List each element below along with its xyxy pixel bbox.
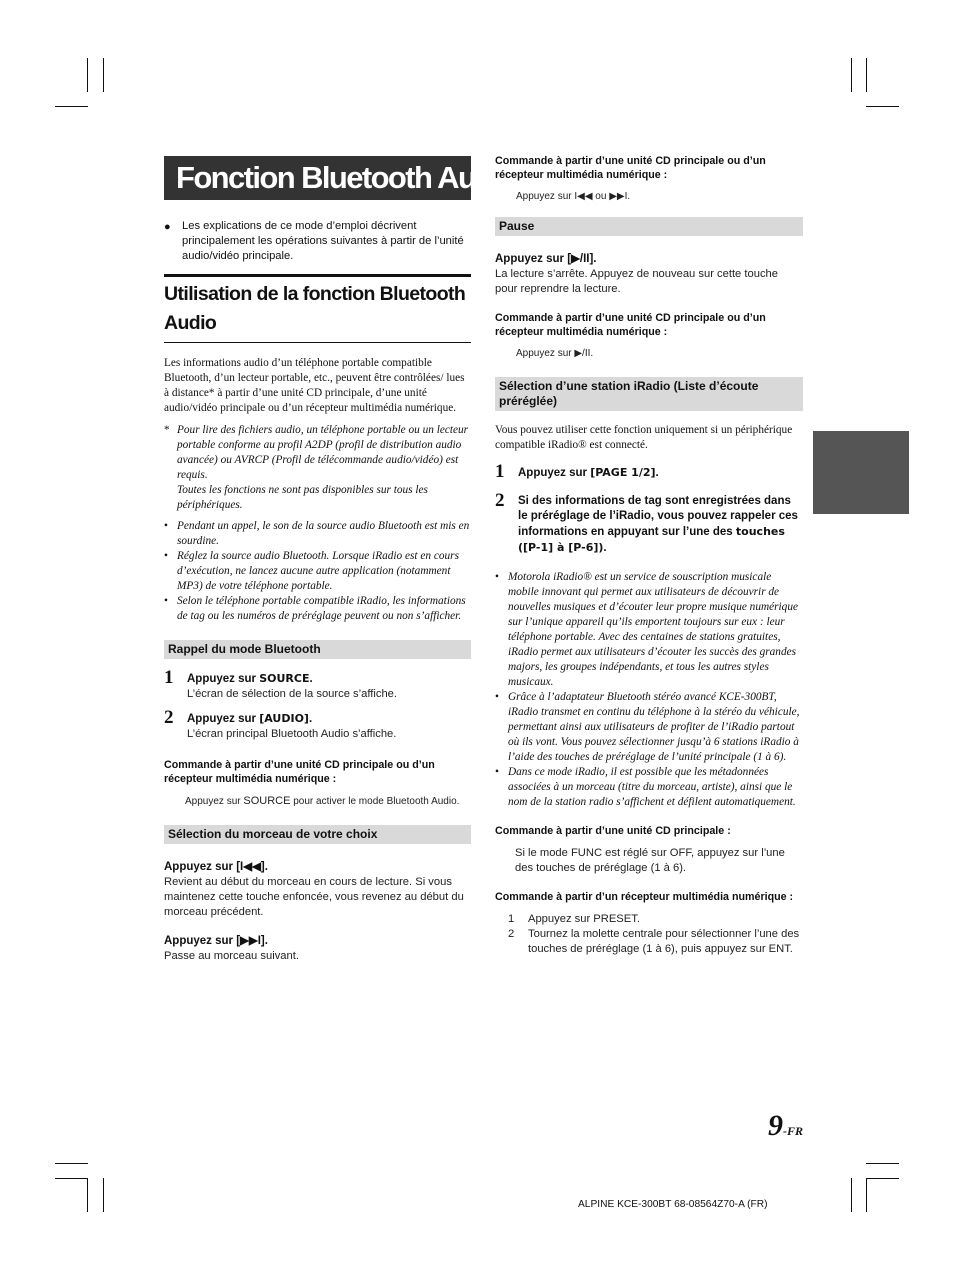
- step-number: 2: [495, 490, 505, 511]
- key-label: [PAGE 1/2]: [590, 466, 656, 479]
- page-title: Fonction Bluetooth Audio: [164, 156, 471, 200]
- command-body: Appuyez sur ▶/II.: [516, 348, 594, 359]
- list-item: • Motorola iRadio® est un service de souscription musicale mobile innovant qui permet aux utilisateurs de découvrir de nouvelles musiques et d’écouter leur propre musique numérique sur l’unique appareil qu’ils emportent toujours sur eux : leur téléphone portable. Avec des centaines de stations gratuites, iRadio permet aux utilisateurs d’écouter les succès des grandes majors, les groupes indépendants, et tous les autres styles musicaux.: [495, 571, 798, 688]
- key-label: [AUDIO]: [259, 712, 309, 725]
- pause-title: Appuyez sur [▶/II].: [495, 253, 597, 265]
- step-item: [495, 490, 803, 556]
- step-title: Appuyez sur [AUDIO].: [187, 712, 313, 725]
- intro-bullet: [164, 219, 471, 264]
- list-item: • Dans ce mode iRadio, il est possible que les métadonnées associées à un morceau (titre du morceau, artiste), ainsi que le nom de la station radio s’affichent et défilent automatiquement.: [495, 766, 796, 808]
- command-body: Si le mode FUNC est réglé sur OFF, appuyez sur l’une des touches de préréglage (1 à 6).: [515, 847, 785, 874]
- page-number: 9-FR: [768, 1109, 804, 1142]
- step-title: Appuyez sur SOURCE.: [187, 672, 313, 685]
- prev-title: Appuyez sur [I◀◀].: [164, 861, 268, 873]
- step-body: L’écran de sélection de la source s’affiche.: [187, 688, 397, 700]
- bullet-icon: •: [495, 766, 499, 778]
- step-number: 2: [164, 707, 174, 728]
- list-item: • Selon le téléphone portable compatible iRadio, les informations de tag ou les numéros de préréglage peuvent ou non s’afficher.: [164, 595, 466, 622]
- iradio-notes: [495, 570, 803, 810]
- command-body: Appuyez sur I◀◀ ou ▶▶I.: [516, 191, 631, 202]
- step-title: Appuyez sur [PAGE 1/2].: [518, 466, 659, 479]
- footnote-mark: *: [164, 424, 170, 436]
- right-column: [495, 154, 803, 957]
- notes-list: [164, 519, 471, 624]
- bullet-icon: •: [164, 550, 168, 562]
- step-item: [164, 707, 471, 741]
- pause-body: La lecture s’arrête. Appuyez de nouveau sur cette touche pour reprendre la lecture.: [495, 268, 778, 295]
- numbered-list: [495, 912, 803, 957]
- section-title: Utilisation de la fonction Bluetooth Audio: [164, 274, 471, 343]
- selection-heading: Sélection du morceau de votre choix: [164, 825, 471, 844]
- list-item: • Réglez la source audio Bluetooth. Lorsque iRadio est en cours d’exécution, ne lancez aucune autre application (notamment MP3) de votre téléphone portable.: [164, 550, 459, 592]
- step-item: [495, 461, 803, 482]
- intro-text: Les explications de ce mode d’emploi décrivent principalement les opérations suivantes à partir de l’unité audio/vidéo principale.: [182, 220, 464, 262]
- footnote-line: Pour lire des fichiers audio, un téléphone portable ou un lecteur portable conforme au profil A2DP (profil de distribution audio avancée) ou AVRCP (Profil de télécommande audio/vidéo) est requis.: [177, 424, 469, 481]
- chapter-tab: [813, 431, 909, 514]
- iradio-intro: Vous pouvez utiliser cette fonction uniquement si un périphérique compatible iRadio® est connecté.: [495, 424, 793, 451]
- command-heading: Commande à partir d’un récepteur multimédia numérique :: [495, 891, 794, 903]
- next-title: Appuyez sur [▶▶I].: [164, 935, 268, 947]
- list-item: 1 Appuyez sur PRESET.: [508, 913, 640, 925]
- step-number: 1: [164, 667, 174, 688]
- step-title: Si des informations de tag sont enregistrées dans le préréglage de l’iRadio, vous pouvez rappeler ces informations en appuyant sur l’une des touches ([P-1] à [P-6]).: [518, 495, 798, 554]
- command-heading: Commande à partir d’une unité CD principale ou d’un récepteur multimédia numérique :: [495, 155, 766, 181]
- bullet-icon: •: [495, 571, 499, 583]
- bullet-icon: •: [164, 595, 168, 607]
- command-heading: Commande à partir d’une unité CD principale ou d’un récepteur multimédia numérique :: [495, 312, 766, 338]
- command-heading: Commande à partir d’une unité CD principale :: [495, 825, 731, 837]
- step-item: [164, 667, 471, 701]
- bullet-icon: •: [164, 520, 168, 532]
- footnote-line: Toutes les fonctions ne sont pas disponibles sur tous les périphériques.: [177, 484, 428, 511]
- list-item: 2 Tournez la molette centrale pour sélectionner l’une des touches de préréglage (1 à 6), puis appuyez sur ENT.: [508, 928, 800, 955]
- pause-heading: Pause: [495, 217, 803, 236]
- list-item: • Grâce à l’adaptateur Bluetooth stéréo avancé KCE-300BT, iRadio transmet en continu du téléphone à la stéréo du véhicule, permettant ainsi aux utilisateurs de profiter de l’iRadio partout où ils vont. Vous pouvez sélectionner jusqu’à 6 stations iRadio à l’aide des touches de préréglage de l’unité principale (1 à 6).: [495, 691, 800, 763]
- command-body: Appuyez sur SOURCE pour activer le mode Bluetooth Audio.: [185, 795, 460, 807]
- step-body: L’écran principal Bluetooth Audio s’affiche.: [187, 728, 397, 740]
- bullet-icon: •: [495, 691, 499, 703]
- rappel-heading: Rappel du mode Bluetooth: [164, 640, 471, 659]
- key-label: touches ([P-1] à [P-6]): [518, 525, 785, 554]
- iradio-heading: Sélection d’une station iRadio (Liste d’écoute préréglée): [495, 377, 803, 411]
- step-number: 1: [495, 461, 505, 482]
- section-intro: Les informations audio d’un téléphone portable compatible Bluetooth, d’un lecteur portable, etc., peuvent être contrôlées/ lues à distance* à partir d’une unité CD principale, d’une unité audio/vidéo principale ou d’un récepteur multimédia numérique.: [164, 357, 465, 414]
- prev-body: Revient au début du morceau en cours de lecture. Si vous maintenez cette touche enfoncée, vous revenez au début du morceau précédent.: [164, 876, 464, 918]
- next-body: Passe au morceau suivant.: [164, 950, 299, 962]
- command-heading: Commande à partir d’une unité CD principale ou d’un récepteur multimédia numérique :: [164, 759, 435, 785]
- list-item: • Pendant un appel, le son de la source audio Bluetooth est mis en sourdine.: [164, 520, 470, 547]
- bullet-icon: ●: [164, 221, 171, 233]
- footer-text: ALPINE KCE-300BT 68-08564Z70-A (FR): [578, 1199, 768, 1210]
- footnote: [164, 423, 471, 513]
- key-label: SOURCE: [259, 672, 310, 685]
